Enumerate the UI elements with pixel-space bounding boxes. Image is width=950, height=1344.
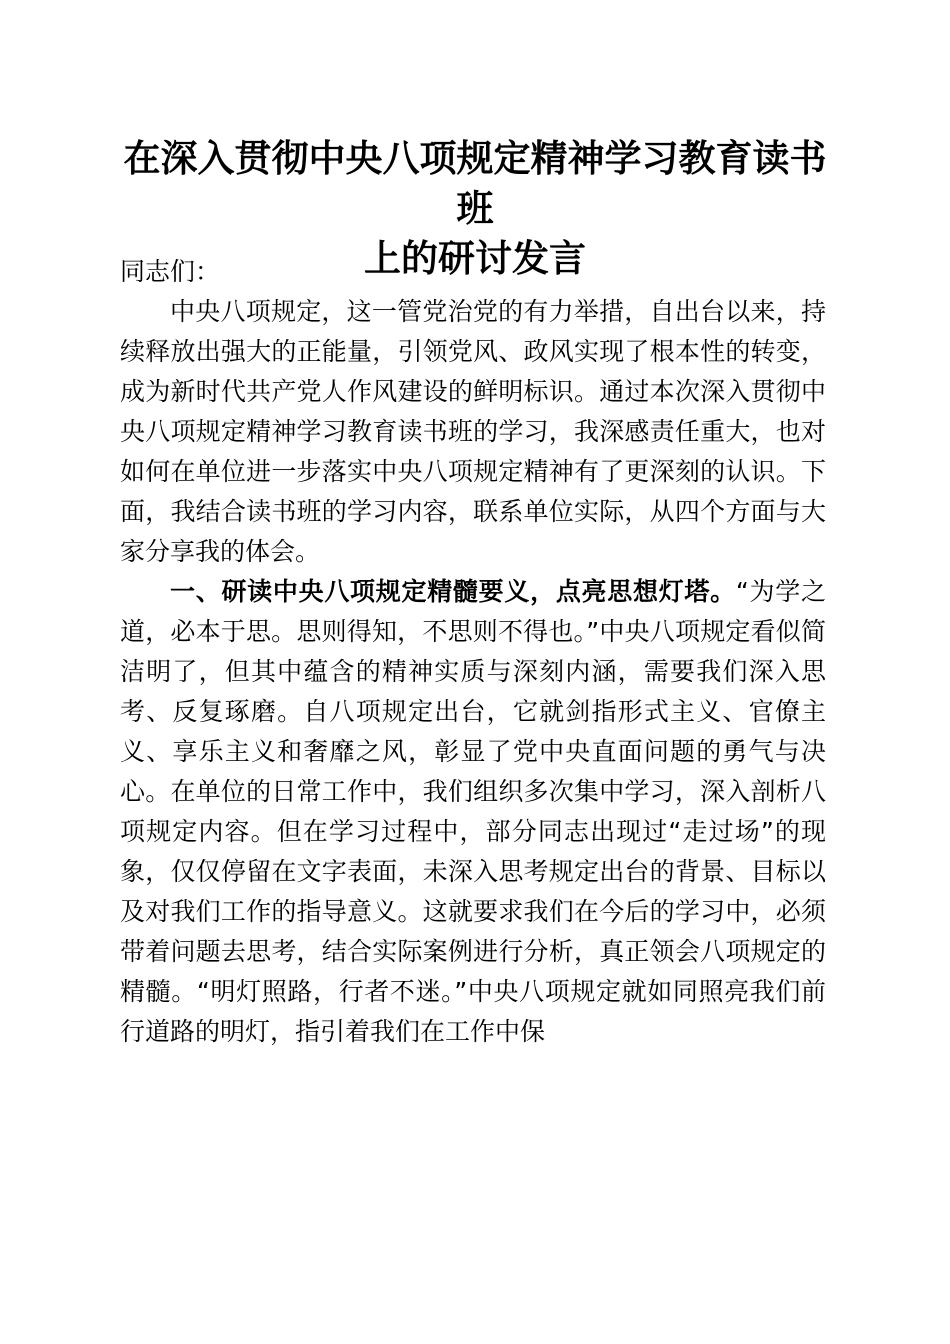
title-line-2: 上的研讨发言 [364, 236, 586, 280]
section-body-1: “为学之道，必本于思。思则得知，不思则不得也。”中央八项规定看似简洁明了，但其中蕴含的精神实质与深刻内涵，需要我们深入思考、反复琢磨。自八项规定出台，它就剑指形式主义、官僚主义、享乐主义和奢靡之风，彰显了党中央直面问题的勇气与决心。在单位的日常工作中，我们组织多次集中学习，深入剖析八项规定内容。但在学习过程中，部分同志出现过“走过场”的现象，仅仅停留在文字表面，未深入思考规定出台的背景、目标以及对我们工作的指导意义。这就要求我们在今后的学习中，必须带着问题去思考，结合实际案例进行分析，真正领会八项规定的精髓。“明灯照路，行者不迷。”中央八项规定就如同照亮我们前行道路的明灯，指引着我们在工作中保 [120, 577, 826, 1046]
paragraph-intro: 中央八项规定，这一管党治党的有力举措，自出台以来，持续释放出强大的正能量，引领党风、政风实现了根本性的转变，成为新时代共产党人作风建设的鲜明标识。通过本次深入贯彻中央八项规定精神学习教育读书班的学习，我深感责任重大，也对如何在单位进一步落实中央八项规定精神有了更深刻的认识。下面，我结合读书班的学习内容，联系单位实际，从四个方面与大家分享我的体会。 [120, 297, 826, 566]
title-line-1: 在深入贯彻中央八项规定精神学习教育读书班 [123, 136, 827, 230]
paragraph-section-1 [120, 572, 826, 1052]
salutation: 同志们： [120, 257, 221, 286]
section-heading-1: 一、研读中央八项规定精髓要义，点亮思想灯塔。 [170, 577, 736, 606]
document-body [120, 252, 826, 1052]
